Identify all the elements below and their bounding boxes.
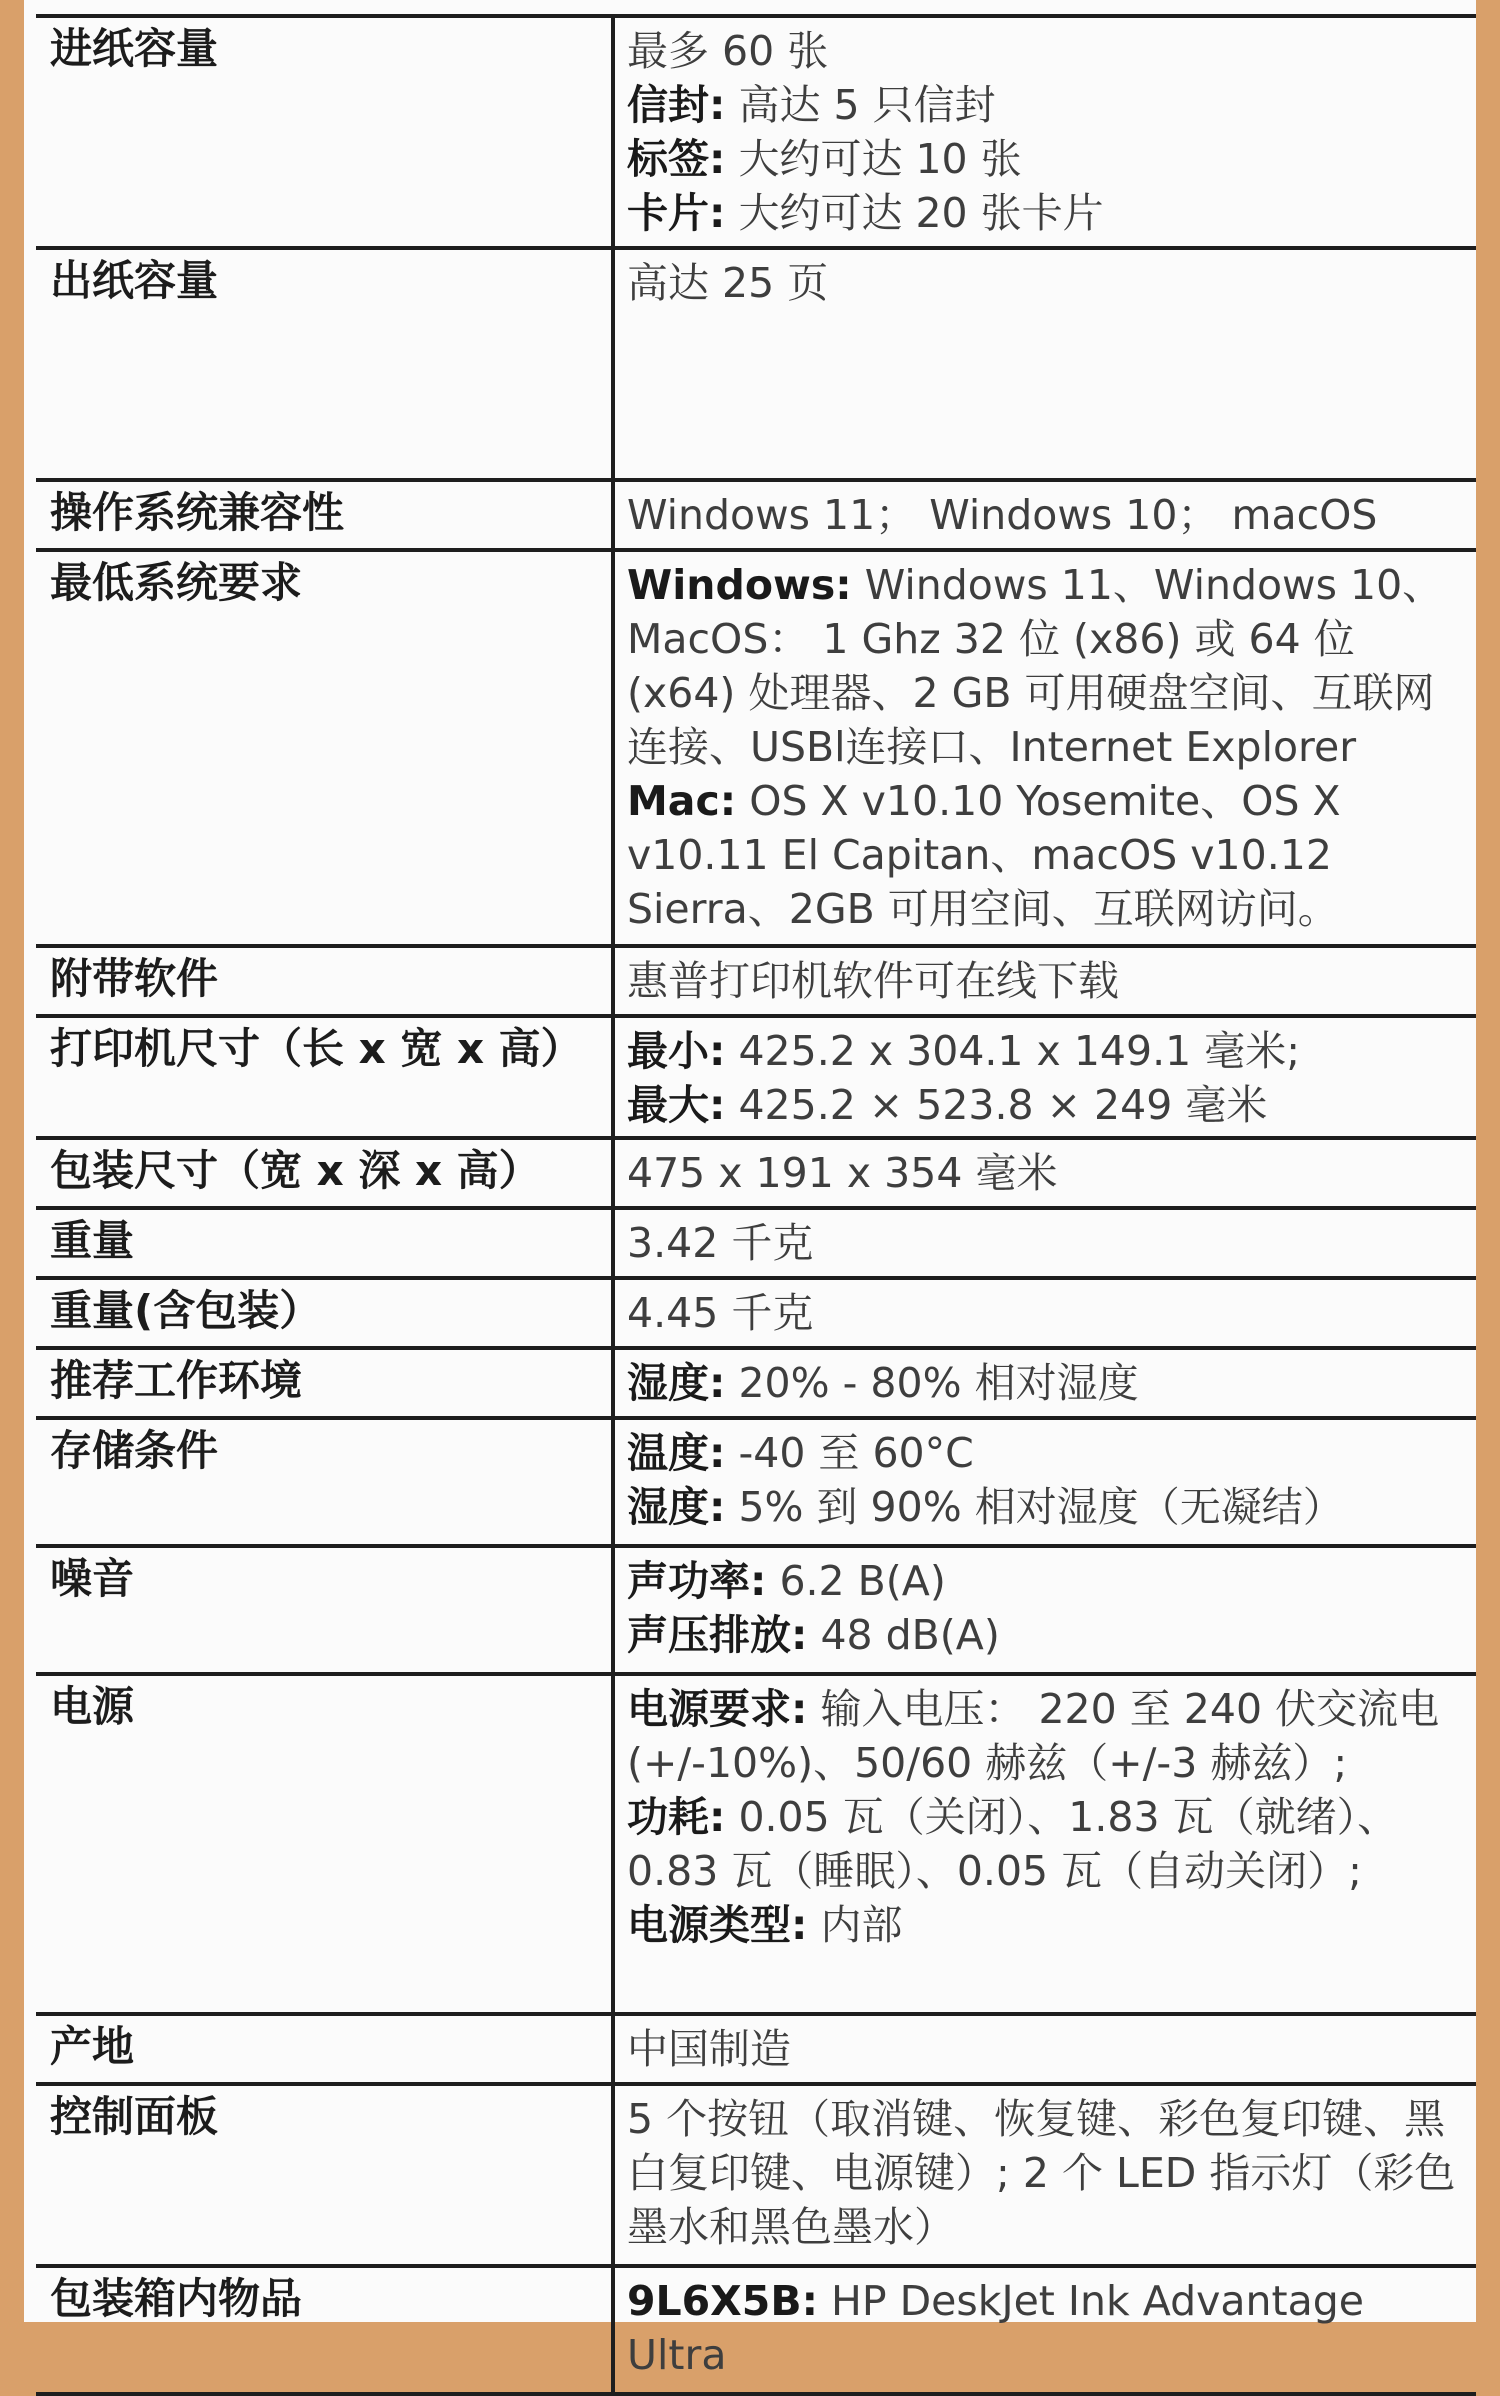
spec-value-key: 声压排放: — [627, 1611, 808, 1659]
spec-value-text: 大约可达 10 张 — [725, 135, 1022, 183]
spec-value-text: 最多 60 张 — [627, 27, 829, 75]
spec-value-text: 0.05 瓦（关闭）、1.83 瓦（就绪）、0.83 瓦（睡眠）、0.05 瓦（自动关闭）; — [627, 1793, 1399, 1895]
spec-row — [36, 1208, 1476, 1278]
spec-value — [613, 1674, 1476, 2014]
spec-row — [36, 1016, 1476, 1138]
spec-value-text: 6.2 B(A) — [766, 1557, 946, 1605]
spec-value-line — [627, 78, 1462, 132]
spec-label: 重量(含包装） — [36, 1278, 613, 1348]
spec-value — [613, 1138, 1476, 1208]
spec-value-text: 高达 25 页 — [627, 259, 829, 307]
spec-value-line — [627, 24, 1462, 78]
spec-value-text: 3.42 千克 — [627, 1219, 814, 1267]
spec-label: 噪音 — [36, 1546, 613, 1674]
spec-label: 出纸容量 — [36, 248, 613, 480]
spec-row — [36, 1278, 1476, 1348]
spec-value-line — [627, 558, 1462, 774]
spec-value-text: 425.2 × 523.8 × 249 毫米 — [725, 1081, 1268, 1129]
spec-value — [613, 1348, 1476, 1418]
spec-value-line — [627, 954, 1462, 1008]
spec-label: 操作系统兼容性 — [36, 480, 613, 550]
spec-value-text: Windows 11； Windows 10； macOS — [627, 491, 1378, 539]
spec-value — [613, 1016, 1476, 1138]
spec-label: 推荐工作环境 — [36, 1348, 613, 1418]
spec-value-key: 声功率: — [627, 1557, 767, 1605]
spec-label: 包装箱内物品 — [36, 2266, 613, 2394]
spec-value-key: 最大: — [627, 1081, 726, 1129]
spec-row — [36, 2084, 1476, 2266]
spec-value — [613, 1278, 1476, 1348]
spec-value-line — [627, 1024, 1462, 1078]
spec-value-line — [627, 1078, 1462, 1132]
spec-row — [36, 2014, 1476, 2084]
spec-value-line — [627, 1146, 1462, 1200]
spec-value — [613, 16, 1476, 248]
spec-label: 附带软件 — [36, 946, 613, 1016]
spec-value-key: 温度: — [627, 1429, 726, 1477]
spec-value — [613, 550, 1476, 946]
spec-row — [36, 946, 1476, 1016]
spec-value-text: OS X v10.10 Yosemite、OS X v10.11 El Capitan、macOS v10.12 Sierra、2GB 可用空间、互联网访问。 — [627, 777, 1341, 933]
spec-value-text: 内部 — [807, 1901, 903, 1949]
spec-value-line — [627, 1480, 1462, 1534]
spec-label: 打印机尺寸（长 x 宽 x 高） — [36, 1016, 613, 1138]
spec-value-line — [627, 132, 1462, 186]
spec-table-body — [36, 16, 1476, 2394]
spec-row — [36, 2266, 1476, 2394]
spec-row — [36, 16, 1476, 248]
spec-value-key: 湿度: — [627, 1483, 726, 1531]
spec-value-text: 20% - 80% 相对湿度 — [725, 1359, 1139, 1407]
spec-value-line — [627, 1898, 1462, 1952]
spec-value-text: 输入电压： 220 至 240 伏交流电 (+/-10%)、50/60 赫兹（+/-3 赫兹）; — [627, 1685, 1440, 1787]
spec-value-line — [627, 1356, 1462, 1410]
spec-value-text: 425.2 x 304.1 x 149.1 毫米; — [725, 1027, 1301, 1075]
spec-value-line — [627, 488, 1462, 542]
spec-value-key: 最小: — [627, 1027, 726, 1075]
spec-value-text: 5% 到 90% 相对湿度（无凝结） — [725, 1483, 1344, 1531]
spec-table — [36, 14, 1476, 2396]
spec-value-text: 4.45 千克 — [627, 1289, 814, 1337]
spec-value — [613, 2266, 1476, 2394]
spec-value — [613, 2084, 1476, 2266]
spec-label: 存储条件 — [36, 1418, 613, 1546]
spec-value-line — [627, 1286, 1462, 1340]
spec-row — [36, 1138, 1476, 1208]
spec-value-text: -40 至 60°C — [725, 1429, 974, 1477]
spec-value-key: 电源类型: — [627, 1901, 808, 1949]
spec-row — [36, 248, 1476, 480]
spec-value — [613, 248, 1476, 480]
spec-value-text: 48 dB(A) — [807, 1611, 1000, 1659]
spec-label: 控制面板 — [36, 2084, 613, 2266]
spec-value-key: Windows: — [627, 561, 852, 609]
spec-value-line — [627, 1608, 1462, 1662]
spec-value-key: 9L6X5B: — [627, 2277, 818, 2325]
spec-label: 最低系统要求 — [36, 550, 613, 946]
spec-label: 包装尺寸（宽 x 深 x 高） — [36, 1138, 613, 1208]
spec-row — [36, 550, 1476, 946]
spec-value-line — [627, 2022, 1462, 2076]
spec-label: 进纸容量 — [36, 16, 613, 248]
spec-value-text: 中国制造 — [627, 2025, 791, 2073]
spec-value-line — [627, 186, 1462, 240]
spec-value-line — [627, 256, 1462, 310]
spec-value — [613, 2014, 1476, 2084]
spec-value-line — [627, 2274, 1462, 2382]
spec-value-key: 卡片: — [627, 189, 726, 237]
spec-value-text: HP DeskJet Ink Advantage Ultra — [627, 2277, 1364, 2379]
spec-value-line — [627, 1426, 1462, 1480]
spec-value-line — [627, 1554, 1462, 1608]
spec-row — [36, 1674, 1476, 2014]
spec-value-text: 5 个按钮（取消键、恢复键、彩色复印键、黑白复印键、电源键）; 2 个 LED 指示灯（彩色墨水和黑色墨水） — [627, 2095, 1456, 2251]
spec-value — [613, 1418, 1476, 1546]
spec-value — [613, 480, 1476, 550]
spec-value-text: 475 x 191 x 354 毫米 — [627, 1149, 1058, 1197]
spec-value-line — [627, 1790, 1462, 1898]
spec-value-line — [627, 2092, 1462, 2254]
spec-value-text: 高达 5 只信封 — [725, 81, 996, 129]
spec-value — [613, 1208, 1476, 1278]
spec-value-key: 功耗: — [627, 1793, 726, 1841]
spec-row — [36, 1348, 1476, 1418]
spec-label: 电源 — [36, 1674, 613, 2014]
spec-value-line — [627, 1216, 1462, 1270]
spec-label: 重量 — [36, 1208, 613, 1278]
spec-value-text: Windows 11、Windows 10、MacOS： 1 Ghz 32 位 (x86) 或 64 位 (x64) 处理器、2 GB 可用硬盘空间、互联网连接、USBl连接口、Internet Explorer — [627, 561, 1444, 771]
spec-value — [613, 946, 1476, 1016]
spec-label: 产地 — [36, 2014, 613, 2084]
spec-row — [36, 480, 1476, 550]
spec-value-key: 信封: — [627, 81, 726, 129]
spec-value-line — [627, 1682, 1462, 1790]
spec-row — [36, 1546, 1476, 1674]
spec-value-text: 大约可达 20 张卡片 — [725, 189, 1104, 237]
spec-value-text: 惠普打印机软件可在线下载 — [627, 957, 1119, 1005]
spec-value-key: 湿度: — [627, 1359, 726, 1407]
spec-value-key: 标签: — [627, 135, 726, 183]
spec-value — [613, 1546, 1476, 1674]
spec-value-key: 电源要求: — [627, 1685, 808, 1733]
spec-value-line — [627, 774, 1462, 936]
spec-value-key: Mac: — [627, 777, 737, 825]
spec-row — [36, 1418, 1476, 1546]
